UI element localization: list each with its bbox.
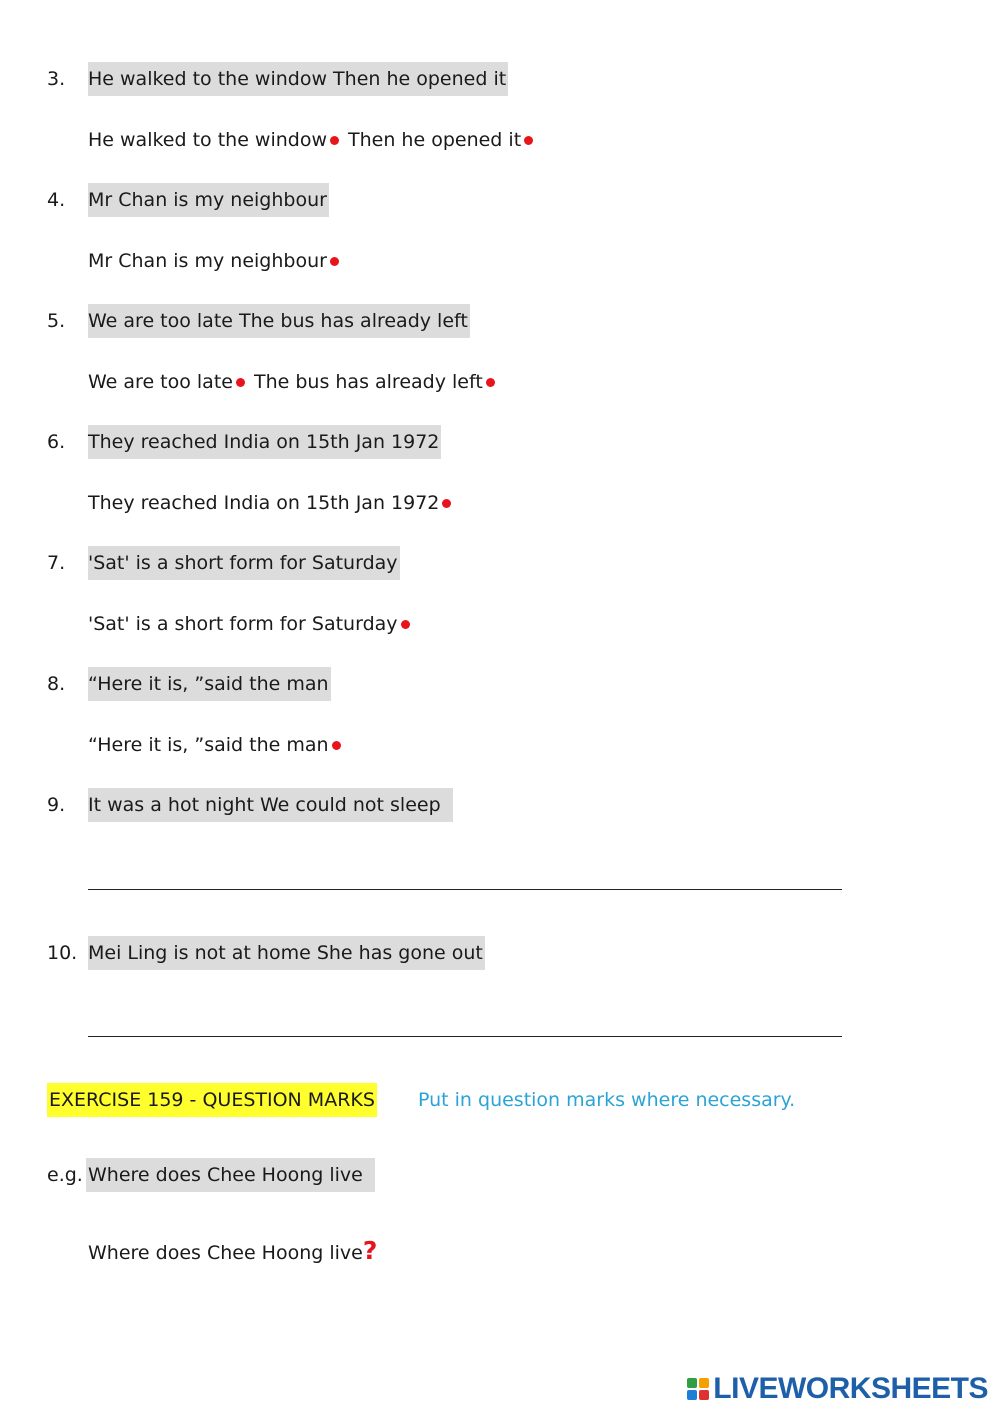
item-number: 6. <box>47 431 66 453</box>
item-number: 9. <box>47 794 66 816</box>
full-stop-dot-icon <box>236 378 245 387</box>
question-sentence: We are too late The bus has already left <box>88 304 470 338</box>
question-sentence: Mei Ling is not at home She has gone out <box>88 936 485 970</box>
item-number: 4. <box>47 189 66 211</box>
answer-line-input[interactable] <box>88 1036 842 1037</box>
item-number: 5. <box>47 310 66 332</box>
example-answer <box>88 1234 377 1270</box>
item-number: 3. <box>47 68 66 90</box>
answer-text: They reached India on 15th Jan 1972 <box>88 492 440 514</box>
exercise-instruction: Put in question marks where necessary. <box>418 1089 796 1111</box>
answer-sentence <box>88 728 342 762</box>
answer-sentence <box>88 365 496 399</box>
full-stop-dot-icon <box>330 257 339 266</box>
logo-square <box>687 1378 697 1388</box>
full-stop-dot-icon <box>486 378 495 387</box>
answer-text: Mr Chan is my neighbour <box>88 250 327 272</box>
answer-text: He walked to the window <box>88 129 328 151</box>
answer-text: We are too late <box>88 371 233 393</box>
liveworksheets-branding <box>687 1372 988 1406</box>
logo-square <box>687 1390 697 1400</box>
answer-text: Where does Chee Hoong live <box>88 1242 363 1264</box>
question-sentence: “Here it is, ”said the man <box>88 667 331 701</box>
full-stop-dot-icon <box>332 741 341 750</box>
exercise-title: EXERCISE 159 - QUESTION MARKS <box>47 1083 377 1117</box>
logo-square <box>699 1390 709 1400</box>
answer-text: 'Sat' is a short form for Saturday <box>88 613 398 635</box>
logo-square <box>699 1378 709 1388</box>
answer-sentence <box>88 244 340 278</box>
answer-text: The bus has already left <box>253 371 483 393</box>
item-number: 10. <box>47 942 78 964</box>
question-sentence: 'Sat' is a short form for Saturday <box>88 546 400 580</box>
answer-text: Then he opened it <box>348 129 522 151</box>
full-stop-dot-icon <box>524 136 533 145</box>
full-stop-dot-icon <box>401 620 410 629</box>
full-stop-dot-icon <box>442 499 451 508</box>
answer-sentence <box>88 607 411 641</box>
answer-sentence <box>88 486 452 520</box>
liveworksheets-logo-icon <box>687 1378 709 1400</box>
item-number: 7. <box>47 552 66 574</box>
example-label: e.g. <box>47 1164 83 1186</box>
answer-line-input[interactable] <box>88 889 842 890</box>
example-question: Where does Chee Hoong live <box>86 1158 375 1192</box>
question-mark-icon: ? <box>362 1236 378 1265</box>
question-sentence: Mr Chan is my neighbour <box>88 183 329 217</box>
question-sentence: It was a hot night We could not sleep <box>88 788 453 822</box>
full-stop-dot-icon <box>330 136 339 145</box>
brand-text: LIVEWORKSHEETS <box>713 1372 988 1405</box>
item-number: 8. <box>47 673 66 695</box>
question-sentence: They reached India on 15th Jan 1972 <box>88 425 441 459</box>
answer-sentence <box>88 123 534 157</box>
question-sentence: He walked to the window Then he opened it <box>88 62 508 96</box>
answer-text: “Here it is, ”said the man <box>88 734 329 756</box>
